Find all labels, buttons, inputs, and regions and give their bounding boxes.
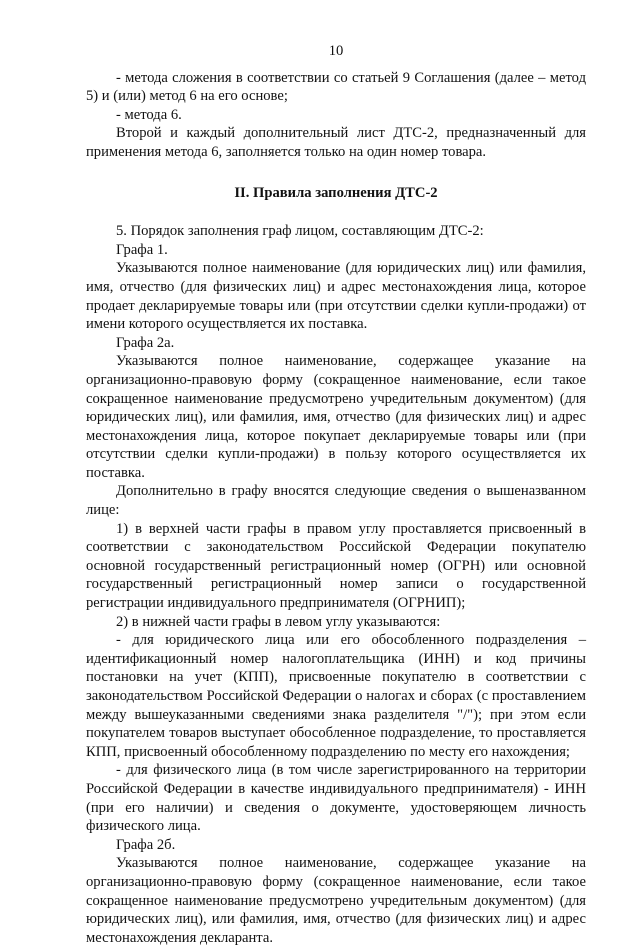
- paragraph-lower-corner: 2) в нижней части графы в левом углу указываются:: [116, 613, 441, 630]
- list-item-individual: - для физического лица (в том числе зарегистрированного на территории Российской Федерации в качестве индивидуального предпринимателя) - ИНН (при его наличии) и сведения о документе, удостоверяющем личность физического лица.: [86, 762, 586, 835]
- paragraph-upper-corner: 1) в верхней части графы в правом углу проставляется присвоенный в соответствии с законодательством Российской Федерации покупателю основной государственный регистрационный номер (ОГРН) или основной государственный регистрационный номер записи о государственной регистрации индивидуального предпринимателя (ОГРНИП);: [86, 520, 586, 612]
- field-title-1: Графа 1.: [116, 241, 168, 258]
- list-item-legal-entity: - для юридического лица или его обособленного подразделения – идентификационный номер налогоплательщика (ИНН) и код причины постановки на учет (КПП), присвоенные покупателю в соответствии с законодательством Российской Федерации о налогах и сборах (с проставлением между вышеуказанными сведениями знака разделителя "/"); при этом если покупателем товаров выступает обособленное подразделение, то проставляется КПП, присвоенный обособленному подразделению по месту его нахождения;: [86, 632, 586, 760]
- field-title-2b: Графа 2б.: [116, 836, 176, 853]
- paragraph-field-2b: Указываются полное наименование, содержащее указание на организационно-правовую форму (сокращенное наименование, если такое сокращенное наименование предусмотрено учредительным документом) (для юридических лиц), или фамилия, имя, отчество (для физических лиц) и адрес местонахождения декларанта.: [86, 855, 586, 946]
- paragraph-additional-info: Дополнительно в графу вносятся следующие сведения о вышеназванном лице:: [86, 483, 586, 519]
- paragraph-additional-sheet: Второй и каждый дополнительный лист ДТС-2, предназначенный для применения метода 6, заполняется только на один номер товара.: [86, 125, 586, 160]
- paragraph-field-2a: Указываются полное наименование, содержащее указание на организационно-правовую форму (сокращенное наименование, если такое сокращенное наименование предусмотрено учредительным документом) (для юридических лиц), или фамилия, имя, отчество (для физических лиц) и адрес местонахождения лица, которое покупает декларируемые товары или (при отсутствии сделки купли-продажи) в пользу которого осуществляется их поставка.: [86, 353, 586, 481]
- paragraph-field-1: Указываются полное наименование (для юридических лиц) или фамилия, имя, отчество (для физических лиц) и адрес местонахождения лица, которое продает декларируемые товары или (при отсутствии сделки купли-продажи) от имени которого осуществляется их поставка.: [86, 260, 586, 333]
- page-number: 10: [328, 43, 344, 59]
- paragraph-procedure: 5. Порядок заполнения граф лицом, составляющим ДТС-2:: [116, 223, 484, 240]
- section-heading: II. Правила заполнения ДТС-2: [234, 184, 438, 201]
- field-title-2a: Графа 2а.: [116, 334, 175, 351]
- list-item-method-5: - метода сложения в соответствии со статьей 9 Соглашения (далее – метод 5) и (или) метод 6 на его основе;: [86, 69, 586, 105]
- list-item-method-6: - метода 6.: [116, 106, 182, 123]
